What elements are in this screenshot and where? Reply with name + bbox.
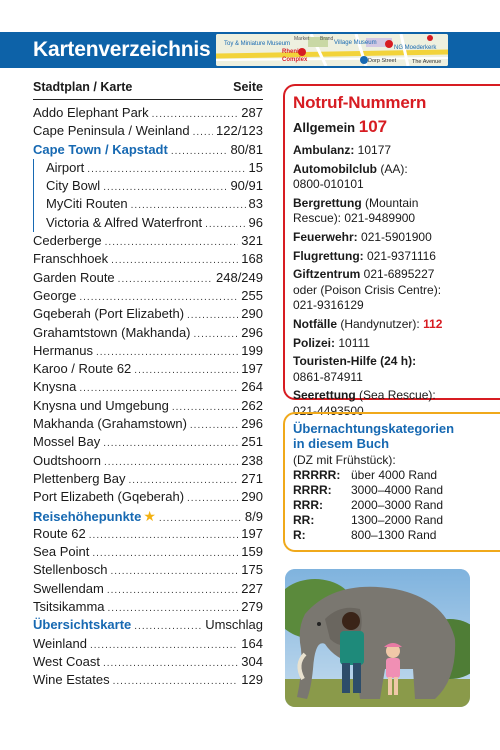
entry-page: 296 [241, 416, 263, 432]
index-entry [33, 141, 263, 159]
emergency-numbers-box [283, 84, 500, 418]
emergency-label: Giftzentrum [293, 267, 361, 282]
category-value: über 4000 Rand [351, 468, 438, 482]
map-label: Village Museum [334, 40, 377, 46]
index-entry [34, 214, 263, 232]
entry-page: 290 [241, 489, 263, 505]
entry-page: 96 [248, 214, 263, 230]
category-value: 800–1300 Rand [351, 528, 437, 542]
emergency-line [293, 249, 500, 265]
entry-page: 248/249 [216, 269, 263, 285]
entry-page: 296 [241, 324, 263, 340]
accommodation-subtitle: (DZ mit Frühstück): [293, 453, 396, 467]
emergency-item [293, 196, 500, 227]
leader-dots [110, 563, 238, 581]
emergency-line [293, 336, 500, 352]
entry-page: 264 [241, 379, 263, 395]
index-header-page: Seite [233, 80, 263, 94]
emergency-value: (Mountain [361, 195, 419, 210]
emergency-value: 021-6895227 [360, 267, 435, 282]
emergency-label: Touristen-Hilfe (24 h): [293, 354, 417, 369]
index-header-map: Stadtplan / Karte [33, 80, 133, 94]
entry-name: Grahamtstown (Makhanda) [33, 324, 191, 340]
general-emergency [293, 117, 500, 137]
category-row [293, 528, 500, 543]
entry-name: George [33, 287, 77, 303]
entry-name: Knysna und Umgebung [33, 397, 169, 413]
category-row [293, 498, 500, 513]
entry-name: City Bowl [46, 178, 101, 194]
entry-name: Stellenbosch [33, 562, 108, 578]
leader-dots [105, 234, 239, 252]
entry-page: 290 [241, 306, 263, 322]
index-entry [33, 635, 263, 653]
entry-page: 199 [241, 342, 263, 358]
accommodation-title-2: in diesem Buch [293, 436, 390, 451]
index-entry [34, 177, 263, 195]
entry-page: 90/91 [230, 178, 263, 194]
category-key: RR: [293, 513, 315, 527]
leader-dots [113, 673, 239, 691]
emergency-extra: 021-9316129 [293, 298, 364, 313]
index-entry [33, 433, 263, 451]
category-key: RRRRR: [293, 468, 341, 482]
leader-dots [90, 637, 238, 655]
map-label: Rhenish [282, 49, 306, 55]
emergency-list [293, 143, 500, 420]
leader-dots [92, 545, 238, 563]
emergency-extra: Rescue): 021-9489900 [293, 211, 416, 226]
entry-name: Wine Estates [33, 672, 110, 688]
entry-name: Victoria & Alfred Waterfront [46, 214, 203, 230]
index-entry [33, 598, 263, 616]
index-entry [33, 360, 263, 378]
index-entry [33, 470, 263, 488]
general-label: Allgemein [293, 120, 356, 135]
index-header [33, 80, 263, 100]
entry-name: Tsitsikamma [33, 599, 105, 615]
entry-name: Knysna [33, 379, 77, 395]
emergency-value: 10177 [354, 143, 392, 157]
index-entry [33, 122, 263, 140]
emergency-label: Bergrettung [293, 195, 362, 210]
leader-dots [107, 582, 238, 600]
entry-name: Cederberge [33, 233, 102, 249]
entry-page: 321 [241, 233, 263, 249]
index-entry [34, 159, 263, 177]
entry-name: Gqeberah (Port Elizabeth) [33, 306, 185, 322]
index-entry [33, 561, 263, 579]
index-entry [33, 415, 263, 433]
entry-name: Hermanus [33, 342, 93, 358]
emergency-extra: 0861-874911 [293, 369, 363, 384]
entry-name: Swellendam [33, 580, 104, 596]
entry-page: 8/9 [244, 508, 263, 524]
accommodation-title-1: Übernachtungskategorien [293, 421, 455, 436]
entry-name: Airport [46, 159, 85, 175]
leader-dots [190, 417, 238, 435]
emergency-label: Seerettung [293, 388, 356, 403]
index-list [33, 104, 263, 690]
entry-page: 80/81 [230, 141, 263, 157]
emergency-item [293, 249, 500, 265]
index-entry [33, 269, 263, 287]
category-key: RRRR: [293, 483, 332, 497]
emergency-value: (AA): [377, 161, 408, 176]
entry-name: Mossel Bay [33, 434, 101, 450]
category-key: RRR: [293, 498, 323, 512]
page-title: Kartenverzeichnis [33, 38, 211, 61]
category-value: 2000–3000 Rand [351, 498, 444, 512]
index-entry [33, 324, 263, 342]
index-entry [33, 507, 263, 525]
entry-name: Übersichtskarte [33, 617, 132, 633]
leader-dots [187, 490, 238, 508]
index-entry [33, 616, 263, 634]
entry-name: Reisehöhepunkte [33, 508, 142, 524]
entry-name: Garden Route [33, 269, 115, 285]
entry-name: Addo Elephant Park [33, 105, 149, 120]
entry-page: 129 [241, 672, 263, 688]
leader-dots [187, 307, 238, 325]
category-row [293, 513, 500, 528]
index-entry [33, 543, 263, 561]
emergency-mobile-number: 112 [423, 316, 443, 331]
index-entry [33, 342, 263, 360]
category-value: 1300–2000 Rand [351, 513, 444, 527]
index-entry [33, 287, 263, 305]
index-entry [33, 232, 263, 250]
index-entry [33, 250, 263, 268]
entry-name: Port Elizabeth (Gqeberah) [33, 489, 185, 505]
emergency-value: 021-9371116 [363, 248, 436, 263]
category-key: R: [293, 528, 306, 542]
emergency-item [293, 336, 500, 352]
emergency-extra: 021-4493500 [293, 403, 364, 418]
emergency-item [293, 162, 500, 193]
leader-dots [193, 124, 213, 142]
index-entry [33, 104, 263, 122]
entry-page: 168 [241, 251, 263, 267]
entry-name: Karoo / Route 62 [33, 361, 132, 377]
entry-page: Umschlag [205, 617, 263, 633]
map-label: The Avenue [412, 59, 442, 65]
star-icon: ★ [143, 507, 156, 524]
index-entry [33, 452, 263, 470]
emergency-value: (Handynutzer): [337, 316, 424, 331]
entry-name: Weinland [33, 635, 87, 651]
category-value: 3000–4000 Rand [351, 483, 444, 497]
emergency-label: Feuerwehr: [293, 229, 358, 244]
emergency-extra: 0800-010101 [293, 177, 364, 192]
emergency-title: Notruf-Nummern [293, 93, 427, 112]
emergency-extra: oder (Poison Crisis Centre): [293, 282, 442, 297]
entry-name: Makhanda (Grahamstown) [33, 416, 187, 432]
accommodation-categories-box [283, 412, 500, 552]
entry-page: 159 [241, 544, 263, 560]
general-number: 107 [358, 117, 388, 136]
entry-page: 279 [241, 599, 263, 615]
leader-dots [205, 216, 245, 234]
map-label: Market [294, 36, 310, 42]
map-label: Dorp Street [368, 58, 397, 64]
entry-name: Sea Point [33, 544, 90, 560]
emergency-label: Flugrettung: [293, 248, 364, 263]
entry-page: 164 [241, 635, 263, 651]
emergency-line [293, 388, 500, 404]
emergency-label: Ambulanz: [293, 143, 355, 157]
map-label: NG Moederkerk [394, 45, 437, 51]
emergency-line [293, 230, 500, 246]
leader-dots [134, 618, 202, 636]
emergency-line [293, 196, 500, 212]
emergency-label: Polizei: [293, 335, 336, 350]
index-entry [33, 305, 263, 323]
index-entry [33, 653, 263, 671]
category-row [293, 483, 500, 498]
map-thumbnail [216, 34, 448, 66]
index-entry [33, 397, 263, 415]
emergency-label: Automobilclub [293, 161, 377, 176]
emergency-value: 10111 [335, 335, 370, 350]
emergency-line [293, 267, 500, 283]
category-row [293, 468, 500, 483]
map-label: Toy & Miniature Museum [224, 41, 291, 47]
index-entry [33, 488, 263, 506]
entry-page: 271 [241, 470, 263, 486]
emergency-line [293, 317, 500, 333]
map-label: Complex [282, 57, 308, 63]
emergency-item [293, 267, 500, 314]
entry-page: 197 [241, 525, 263, 541]
entry-name: Plettenberg Bay [33, 470, 126, 486]
entry-page: 15 [248, 159, 263, 175]
entry-page: 262 [241, 397, 263, 413]
elephant-photo [285, 569, 470, 707]
entry-page: 255 [241, 287, 263, 303]
entry-page: 304 [241, 653, 263, 669]
index-entry [33, 671, 263, 689]
leader-dots [134, 362, 238, 380]
entry-page: 175 [241, 562, 263, 578]
emergency-item [293, 354, 500, 385]
emergency-line [293, 162, 500, 178]
emergency-line [293, 143, 500, 159]
leader-dots [159, 510, 242, 528]
emergency-value: 021-5901900 [357, 229, 432, 244]
leader-dots [103, 655, 238, 673]
entry-name: Franschhoek [33, 251, 109, 267]
entry-name: Route 62 [33, 525, 86, 541]
entry-page: 227 [241, 580, 263, 596]
entry-page: 251 [241, 434, 263, 450]
emergency-item [293, 230, 500, 246]
leader-dots [89, 527, 239, 545]
emergency-label: Notfälle [293, 316, 338, 331]
index-entry [33, 525, 263, 543]
emergency-item [293, 143, 500, 159]
entry-name: Oudtshoorn [33, 452, 101, 468]
index-entry [34, 195, 263, 213]
entry-name: Cape Peninsula / Weinland [33, 123, 190, 139]
emergency-line [293, 354, 500, 370]
entry-page: 83 [248, 196, 263, 212]
leader-dots [103, 435, 238, 453]
sub-entries [33, 159, 263, 232]
entry-name: Cape Town / Kapstadt [33, 141, 168, 157]
entry-page: 238 [241, 452, 263, 468]
emergency-item [293, 317, 500, 333]
map-label: Brand [320, 36, 334, 42]
leader-dots [118, 271, 213, 289]
map-index [33, 80, 263, 690]
entry-page: 122/123 [216, 123, 263, 139]
emergency-value: (Sea Rescue): [355, 388, 436, 403]
entry-name: West Coast [33, 653, 100, 669]
index-entry [33, 378, 263, 396]
entry-page: 287 [241, 105, 263, 120]
index-entry [33, 580, 263, 598]
entry-page: 197 [241, 361, 263, 377]
entry-name: MyCiti Routen [46, 196, 128, 212]
leader-dots [194, 326, 239, 344]
category-list [293, 468, 500, 543]
